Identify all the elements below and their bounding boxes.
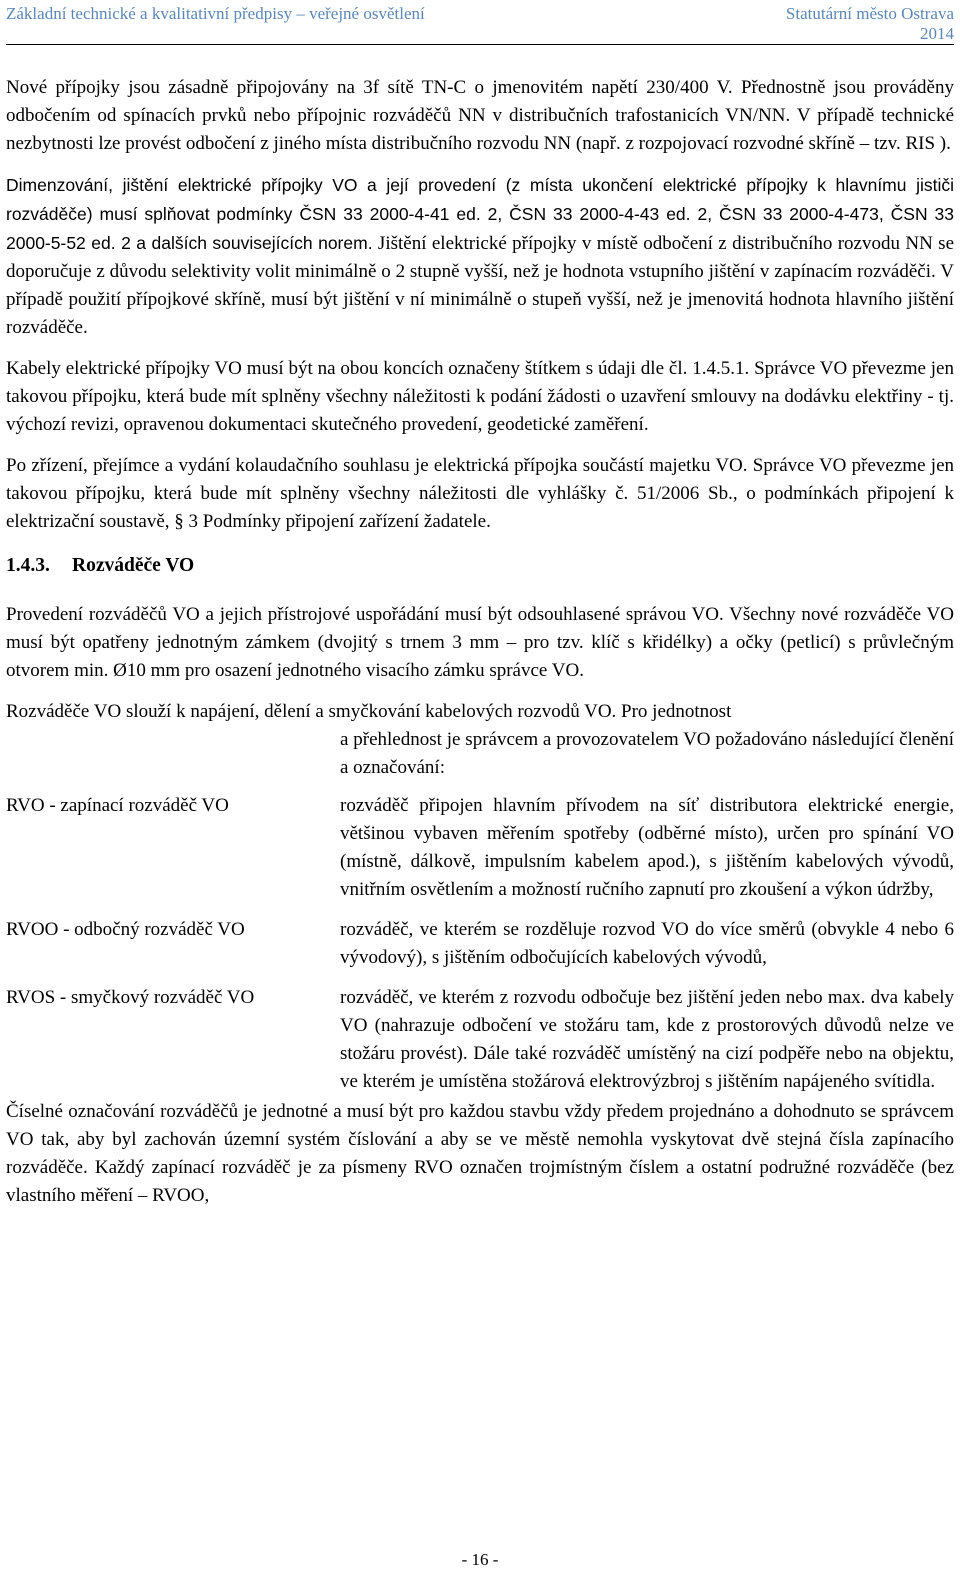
paragraph-new-connections: Nové přípojky jsou zásadně připojovány na 3f sítě TN-C o jmenovitém napětí 230/400 V. Přednostně jsou prováděny odbočením od spínacích prvků nebo přípojnic rozváděčů NN v distribučních trafostanicích VN/NN. V případě technické nezbytnosti lze provést odbočení z jiného místa distribučního rozvodu NN (např. z rozpojovací rozvodné skříně – tzv. RIS ).: [6, 77, 954, 154]
header-organization: Statutární město Ostrava: [785, 4, 954, 23]
definition-row-rvoo: [6, 916, 954, 972]
page-number: - 16 -: [461, 1550, 499, 1569]
definition-term: RVOS - smyčkový rozváděč VO: [6, 987, 255, 1008]
definition-description: rozváděč, ve kterém se rozděluje rozvod VO do více směrů (obvykle 4 nebo 6 vývodový), s jištěním odbočujících kabelových vývodů,: [340, 919, 954, 968]
definition-row-rvos: [6, 984, 954, 1096]
document-body: [6, 74, 954, 1210]
paragraph-numbering: Číselné označování rozváděčů je jednotné a musí být pro každou stavbu vždy předem projednáno a dohodnuto se správcem VO tak, aby byl zachován územní systém číslování a aby se ve městě nemohla vyskytovat dvě stejná čísla zapínacího rozváděče. Každý zapínací rozváděč je za písmeny RVO označen trojmístným číslem a ostatní podružné rozváděče (bez vlastního měření – RVOO,: [6, 1101, 954, 1206]
paragraph-switchboard-design: Provedení rozváděčů VO a jejich přístrojové uspořádání musí být odsouhlasené správou VO. Všechny nové rozváděče VO musí být opatřeny jednotným zámkem (dvojitý s trnem 3 mm – pro tzv. klíč s křidélky) a očky (petlicí) s průvlečným otvorem min. Ø10 mm pro osazení jednotného visacího zámku správce VO.: [6, 604, 954, 681]
section-title: Rozváděče VO: [72, 555, 195, 576]
header-document-title: Základní technické a kvalitativní předpisy – veřejné osvětlení: [6, 4, 425, 23]
purpose-continuation: a přehlednost je správcem a provozovatelem VO požadováno následující členění a označování:: [340, 729, 954, 778]
definition-description: rozváděč, ve kterém z rozvodu odbočuje bez jištění jeden nebo max. dva kabely VO (nahrazuje odbočení ve stožáru tam, kde z prostorových důvodů nelze ve stožáru provést). Dále také rozváděč umístěný na cizí podpěře nebo na objektu, ve kterém je umístěna stožárová elektrovýzbroj s jištěním napájeného svítidla.: [340, 987, 954, 1092]
switchboard-type-list: [6, 792, 954, 1096]
purpose-first-line: Rozváděče VO slouží k napájení, dělení a smyčkování kabelových rozvodů VO. Pro jednotnost: [6, 701, 732, 722]
paragraph-switchboard-purpose: [6, 698, 954, 782]
page-header: [6, 2, 954, 45]
definition-description: rozváděč připojen hlavním přívodem na síť distributora elektrické energie, většinou vybaven měřením spotřeby (odběrné místo), určen pro spínání VO (místně, dálkově, impulsním kabelem apod.), s jištěním kabelových vývodů, vnitřním osvětlením a možností ručního zapnutí pro zkoušení a výkon údržby,: [340, 795, 954, 900]
paragraph-dimensioning: [6, 171, 954, 342]
paragraph-dimensioning-part1: Dimenzování, jištění elektrické přípojky VO a její provedení (z místa ukončení elektrické přípojky k hlavnímu jističi rozváděče) musí splňovat podmínky ČSN 33 2000-4-41 ed. 2, ČSN 33 2000-4-43 ed. 2, ČSN 33 2000-4-473, ČSN 33 2000-5-52 ed. 2 a dalších souvisejících norem.: [6, 175, 954, 253]
section-heading: [6, 552, 954, 580]
section-number: 1.4.3.: [6, 555, 50, 576]
definition-row-rvo: [6, 792, 954, 904]
definition-term: RVOO - odbočný rozváděč VO: [6, 919, 245, 940]
paragraph-dimensioning-part2: Jištění elektrické přípojky v místě odbočení z distribučního rozvodu NN se doporučuje z důvodu selektivity volit minimálně o 2 stupně vyšší, než je hodnota vstupního jištění v zapínacím rozváděči. V případě použití přípojkové skříně, musí být jištění v ní minimálně o stupeň vyšší, než je jmenovitá hodnota hlavního jištění rozváděče.: [6, 233, 954, 338]
definition-term: RVO - zapínací rozváděč VO: [6, 795, 229, 816]
paragraph-cable-labels: Kabely elektrické přípojky VO musí být na obou koncích označeny štítkem s údaji dle čl. 1.4.5.1. Správce VO převezme jen takovou přípojku, která bude mít splněny všechny náležitosti k podání žádosti o uzavření smlouvy na dodávku elektřiny - tj. výchozí revizi, opravenou dokumentaci skutečného provedení, geodetické zaměření.: [6, 358, 954, 435]
paragraph-ownership: Po zřízení, přejímce a vydání kolaudačního souhlasu je elektrická přípojka součástí majetku VO. Správce VO převezme jen takovou přípojku, která bude mít splněny všechny náležitosti dle vyhlášky č. 51/2006 Sb., o podmínkách připojení k elektrizační soustavě, § 3 Podmínky připojení zařízení žadatele.: [6, 455, 954, 532]
header-year: 2014: [920, 24, 954, 43]
